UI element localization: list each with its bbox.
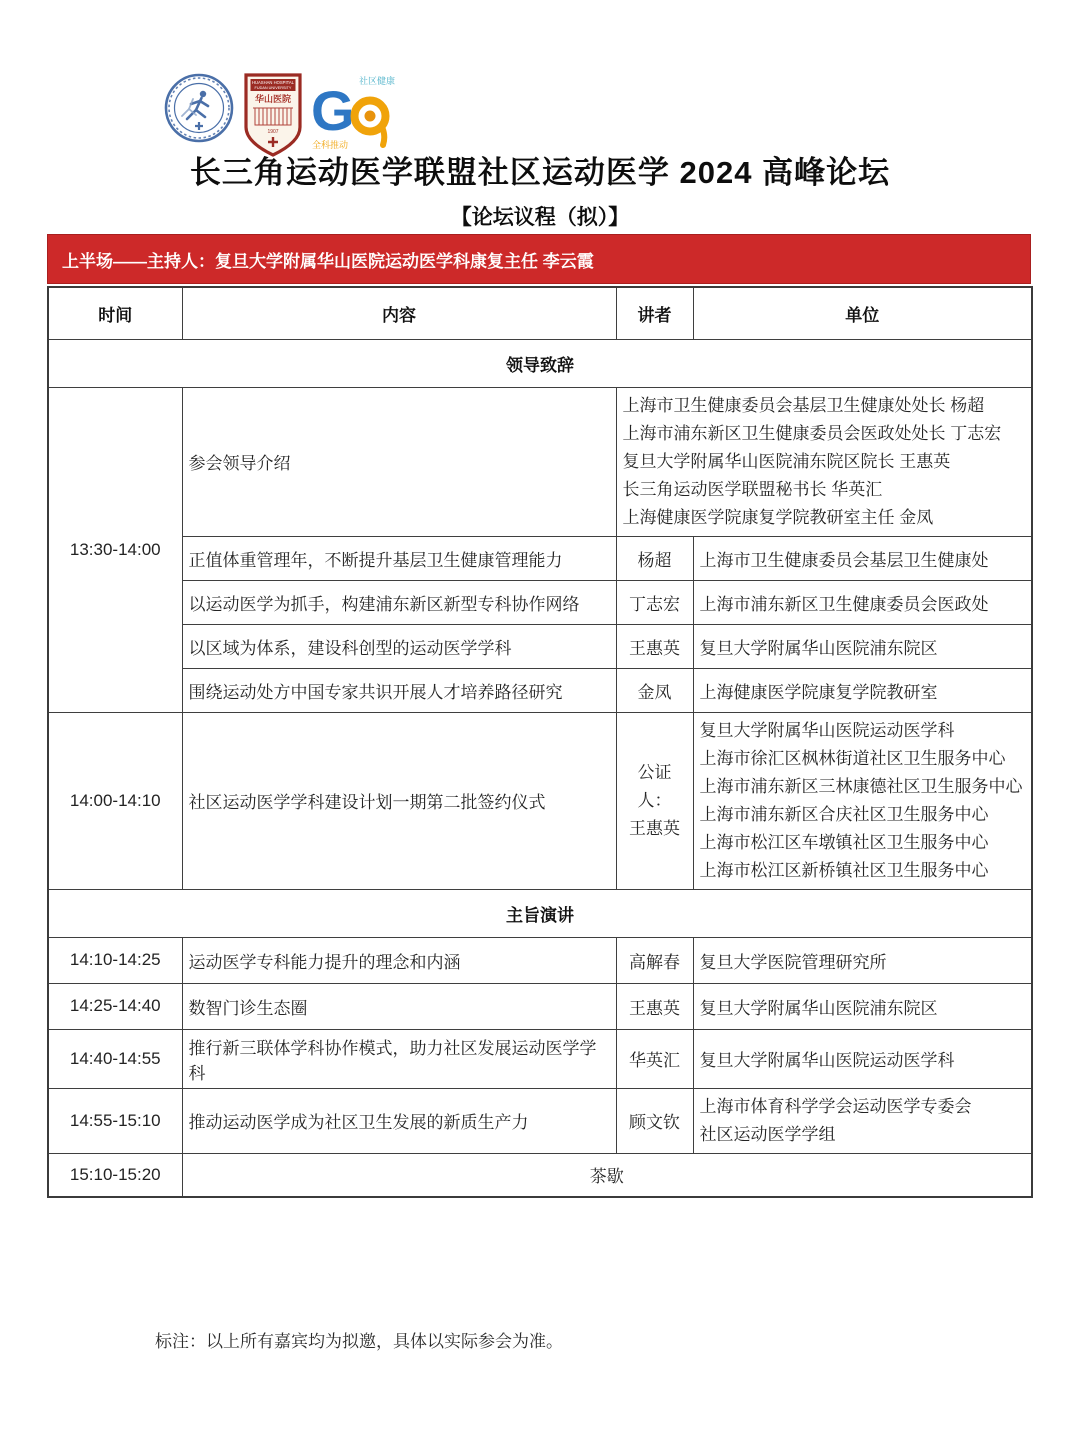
gp-tag-bottom: 全科推动 (312, 140, 349, 150)
speaker-cell (616, 712, 693, 889)
col-header-content: 内容 (182, 287, 616, 339)
keynote-row (48, 983, 1032, 1029)
time-cell: 14:25-14:40 (48, 983, 182, 1029)
section-title: 领导致辞 (48, 339, 1032, 387)
time-cell: 14:55-15:10 (48, 1088, 182, 1153)
unit-cell: 复旦大学附属华山医院浦东院区 (693, 983, 1032, 1029)
shield-year: 1907 (267, 129, 279, 135)
unit-cell: 上海市浦东新区卫生健康委员会医政处 (693, 580, 1032, 624)
unit-line: 上海市徐汇区枫林街道社区卫生服务中心 (699, 748, 1006, 768)
gp-letter-g: G (311, 79, 355, 142)
time-cell: 15:10-15:20 (48, 1153, 182, 1197)
guest-line: 长三角运动医学联盟秘书长 华英汇 (622, 479, 883, 499)
guest-line: 上海健康医学院康复学院教研室主任 金凤 (622, 507, 934, 527)
sports-medicine-alliance-seal-icon (163, 72, 235, 144)
content-cell: 推动运动医学成为社区卫生发展的新质生产力 (182, 1088, 616, 1153)
content-cell: 正值体重管理年，不断提升基层卫生健康管理能力 (182, 536, 616, 580)
gp-community-health-logo (311, 72, 401, 152)
unit-line: 上海市浦东新区三林康德社区卫生服务中心 (699, 776, 1023, 796)
shield-text-en2: FUDAN UNIVERSITY (254, 86, 292, 90)
col-header-unit: 单位 (693, 287, 1032, 339)
huashan-hospital-shield-logo (243, 72, 303, 158)
unit-line: 上海市松江区新桥镇社区卫生服务中心 (699, 860, 989, 880)
time-cell: 14:10-14:25 (48, 937, 182, 983)
tea-break-cell: 茶歇 (182, 1153, 1032, 1197)
unit-line: 社区运动医学学组 (699, 1124, 836, 1144)
unit-cell: 上海健康医学院康复学院教研室 (693, 668, 1032, 712)
keynote-row (48, 1088, 1032, 1153)
agenda-table (47, 286, 1033, 1198)
speaker-name: 王惠英 (629, 818, 680, 838)
footnote: 标注：以上所有嘉宾均为拟邀，具体以实际参会为准。 (155, 1332, 563, 1351)
unit-cell: 上海市卫生健康委员会基层卫生健康处 (693, 536, 1032, 580)
unit-line: 上海市浦东新区合庆社区卫生服务中心 (699, 804, 989, 824)
guest-line: 上海市卫生健康委员会基层卫生健康处处长 杨超 (622, 395, 985, 415)
content-cell: 围绕运动处方中国专家共识开展人才培养路径研究 (182, 668, 616, 712)
unit-line: 上海市体育科学学会运动医学专委会 (699, 1096, 972, 1116)
page-title: 长三角运动医学联盟社区运动医学 2024 高峰论坛 (189, 155, 891, 190)
content-cell: 以区域为体系，建设科创型的运动医学学科 (182, 624, 616, 668)
unit-cell: 复旦大学附属华山医院运动医学科 (693, 1029, 1032, 1088)
leader-intro-row (48, 387, 1032, 536)
content-cell: 以运动医学为抓手，构建浦东新区新型专科协作网络 (182, 580, 616, 624)
speaker-cell: 王惠英 (616, 983, 693, 1029)
section-title: 主旨演讲 (48, 889, 1032, 937)
talk-row (48, 580, 1032, 624)
talk-row (48, 624, 1032, 668)
col-header-time: 时间 (48, 287, 182, 339)
speaker-cell: 杨超 (616, 536, 693, 580)
tea-break-row (48, 1153, 1032, 1197)
page-subtitle: 【论坛议程（拟）】 (450, 206, 630, 229)
keynote-row (48, 1029, 1032, 1088)
time-cell: 14:00-14:10 (48, 712, 182, 889)
gp-tag-top: 社区健康 (359, 76, 396, 86)
agenda-table-wrap (47, 286, 1031, 1198)
unit-line: 上海市松江区车墩镇社区卫生服务中心 (699, 832, 989, 852)
speaker-cell: 丁志宏 (616, 580, 693, 624)
section-row-keynotes (48, 889, 1032, 937)
session-banner-text: 上半场——主持人：复旦大学附属华山医院运动医学科康复主任 李云霞 (62, 251, 594, 271)
unit-cell (693, 1088, 1032, 1153)
speaker-cell: 顾文钦 (616, 1088, 693, 1153)
guest-line: 复旦大学附属华山医院浦东院区院长 王惠英 (622, 451, 951, 471)
speaker-label: 公证人： (637, 762, 672, 810)
shield-text-cn: 华山医院 (254, 94, 292, 104)
content-cell: 运动医学专科能力提升的理念和内涵 (182, 937, 616, 983)
signing-ceremony-row (48, 712, 1032, 889)
speaker-cell: 王惠英 (616, 624, 693, 668)
keynote-row (48, 937, 1032, 983)
shield-text-en1: HUASHAN HOSPITAL (251, 80, 295, 85)
guest-list-cell (616, 387, 1032, 536)
time-cell: 14:40-14:55 (48, 1029, 182, 1088)
unit-line: 复旦大学附属华山医院运动医学科 (699, 720, 955, 740)
speaker-cell: 高解春 (616, 937, 693, 983)
content-cell: 推行新三联体学科协作模式，助力社区发展运动医学学科 (182, 1029, 616, 1088)
session-banner (47, 234, 1031, 284)
speaker-cell: 金凤 (616, 668, 693, 712)
content-cell: 社区运动医学学科建设计划一期第二批签约仪式 (182, 712, 616, 889)
talk-row (48, 668, 1032, 712)
section-row-leader-speeches (48, 339, 1032, 387)
signing-units-cell (693, 712, 1032, 889)
content-cell: 参会领导介绍 (182, 387, 616, 536)
speaker-cell: 华英汇 (616, 1029, 693, 1088)
time-cell: 13:30-14:00 (48, 387, 182, 712)
unit-cell: 复旦大学附属华山医院浦东院区 (693, 624, 1032, 668)
content-cell: 数智门诊生态圈 (182, 983, 616, 1029)
header-row (48, 287, 1032, 339)
unit-cell: 复旦大学医院管理研究所 (693, 937, 1032, 983)
col-header-speaker: 讲者 (616, 287, 693, 339)
guest-line: 上海市浦东新区卫生健康委员会医政处处长 丁志宏 (622, 423, 1002, 443)
talk-row (48, 536, 1032, 580)
